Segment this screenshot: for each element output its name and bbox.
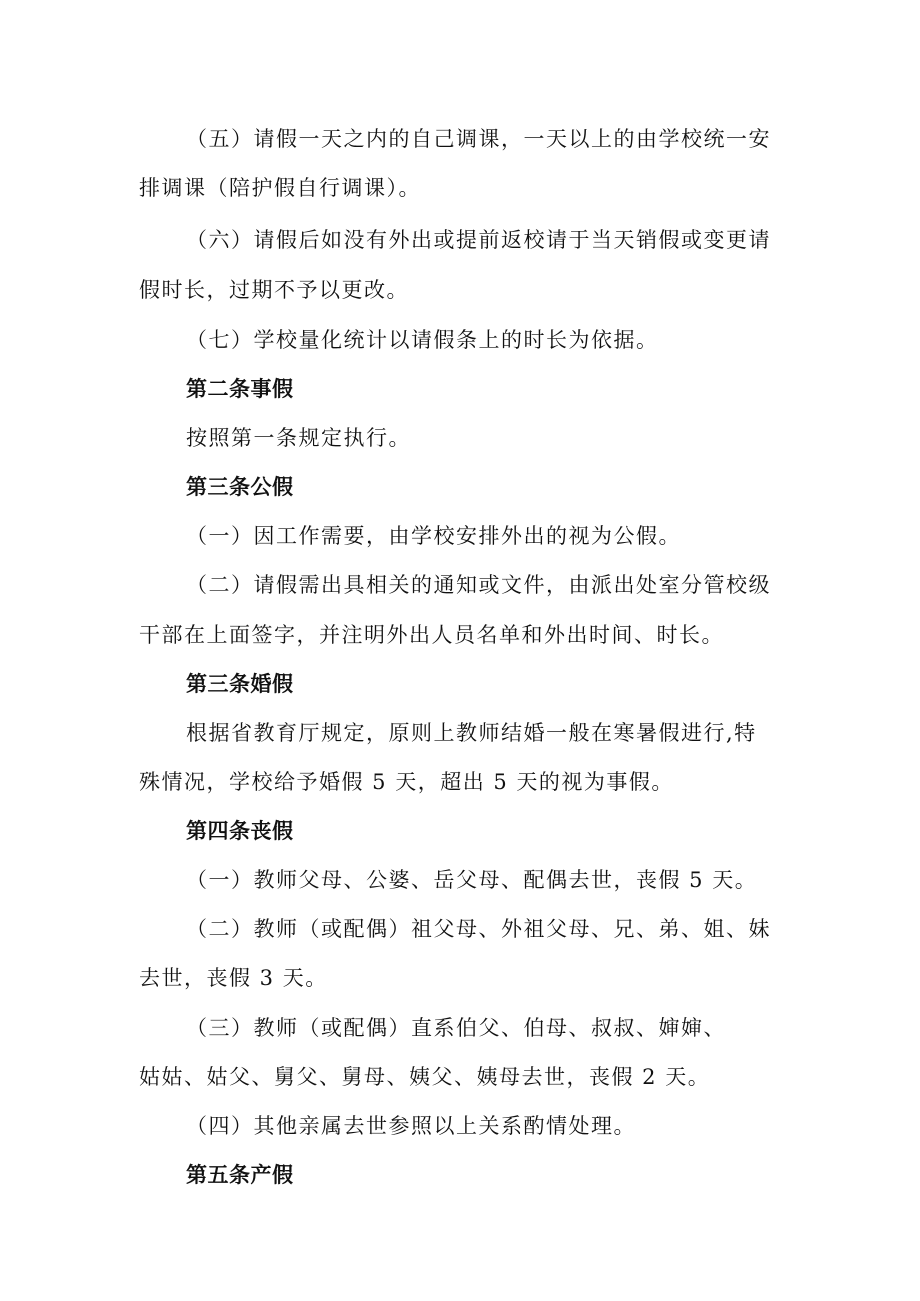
section-heading: 第三条婚假 — [186, 672, 294, 696]
paragraph-line: 殊情况，学校给予婚假 5 天，超出 5 天的视为事假。 — [139, 770, 674, 794]
paragraph-line: 姑姑、姑父、舅父、舅母、姨父、姨母去世，丧假 2 天。 — [139, 1065, 711, 1089]
paragraph-line: （四）其他亲属去世参照以上关系酌情处理。 — [186, 1114, 636, 1138]
paragraph-line: 排调课（陪护假自行调课）。 — [139, 176, 421, 200]
paragraph-line: （三）教师（或配偶）直系伯父、伯母、叔叔、婶婶、 — [186, 1016, 726, 1040]
section-heading: 第四条丧假 — [186, 819, 294, 843]
paragraph-line: 假时长，过期不予以更改。 — [139, 278, 409, 302]
section-heading: 第三条公假 — [186, 475, 294, 499]
paragraph-line: 干部在上面签字，并注明外出人员名单和外出时间、时长。 — [139, 623, 724, 647]
paragraph-line: （一）因工作需要，由学校安排外出的视为公假。 — [186, 524, 681, 548]
paragraph-line: （七）学校量化统计以请假条上的时长为依据。 — [186, 328, 659, 352]
paragraph-line: （六）请假后如没有外出或提前返校请于当天销假或变更请 — [186, 228, 771, 252]
paragraph-line: （二）教师（或配偶）祖父母、外祖父母、兄、弟、姐、妹 — [186, 917, 771, 941]
section-heading: 第二条事假 — [186, 377, 294, 401]
paragraph-line: （二）请假需出具相关的通知或文件，由派出处室分管校级 — [186, 573, 771, 597]
paragraph-line: 按照第一条规定执行。 — [186, 426, 411, 450]
paragraph-line: （一）教师父母、公婆、岳父母、配偶去世，丧假 5 天。 — [186, 868, 758, 892]
section-heading: 第五条产假 — [186, 1163, 294, 1187]
paragraph-line: 根据省教育厅规定，原则上教师结婚一般在寒暑假进行,特 — [186, 721, 757, 745]
paragraph-line: 去世，丧假 3 天。 — [139, 966, 328, 990]
paragraph-line: （五）请假一天之内的自己调课，一天以上的由学校统一安 — [186, 127, 771, 151]
